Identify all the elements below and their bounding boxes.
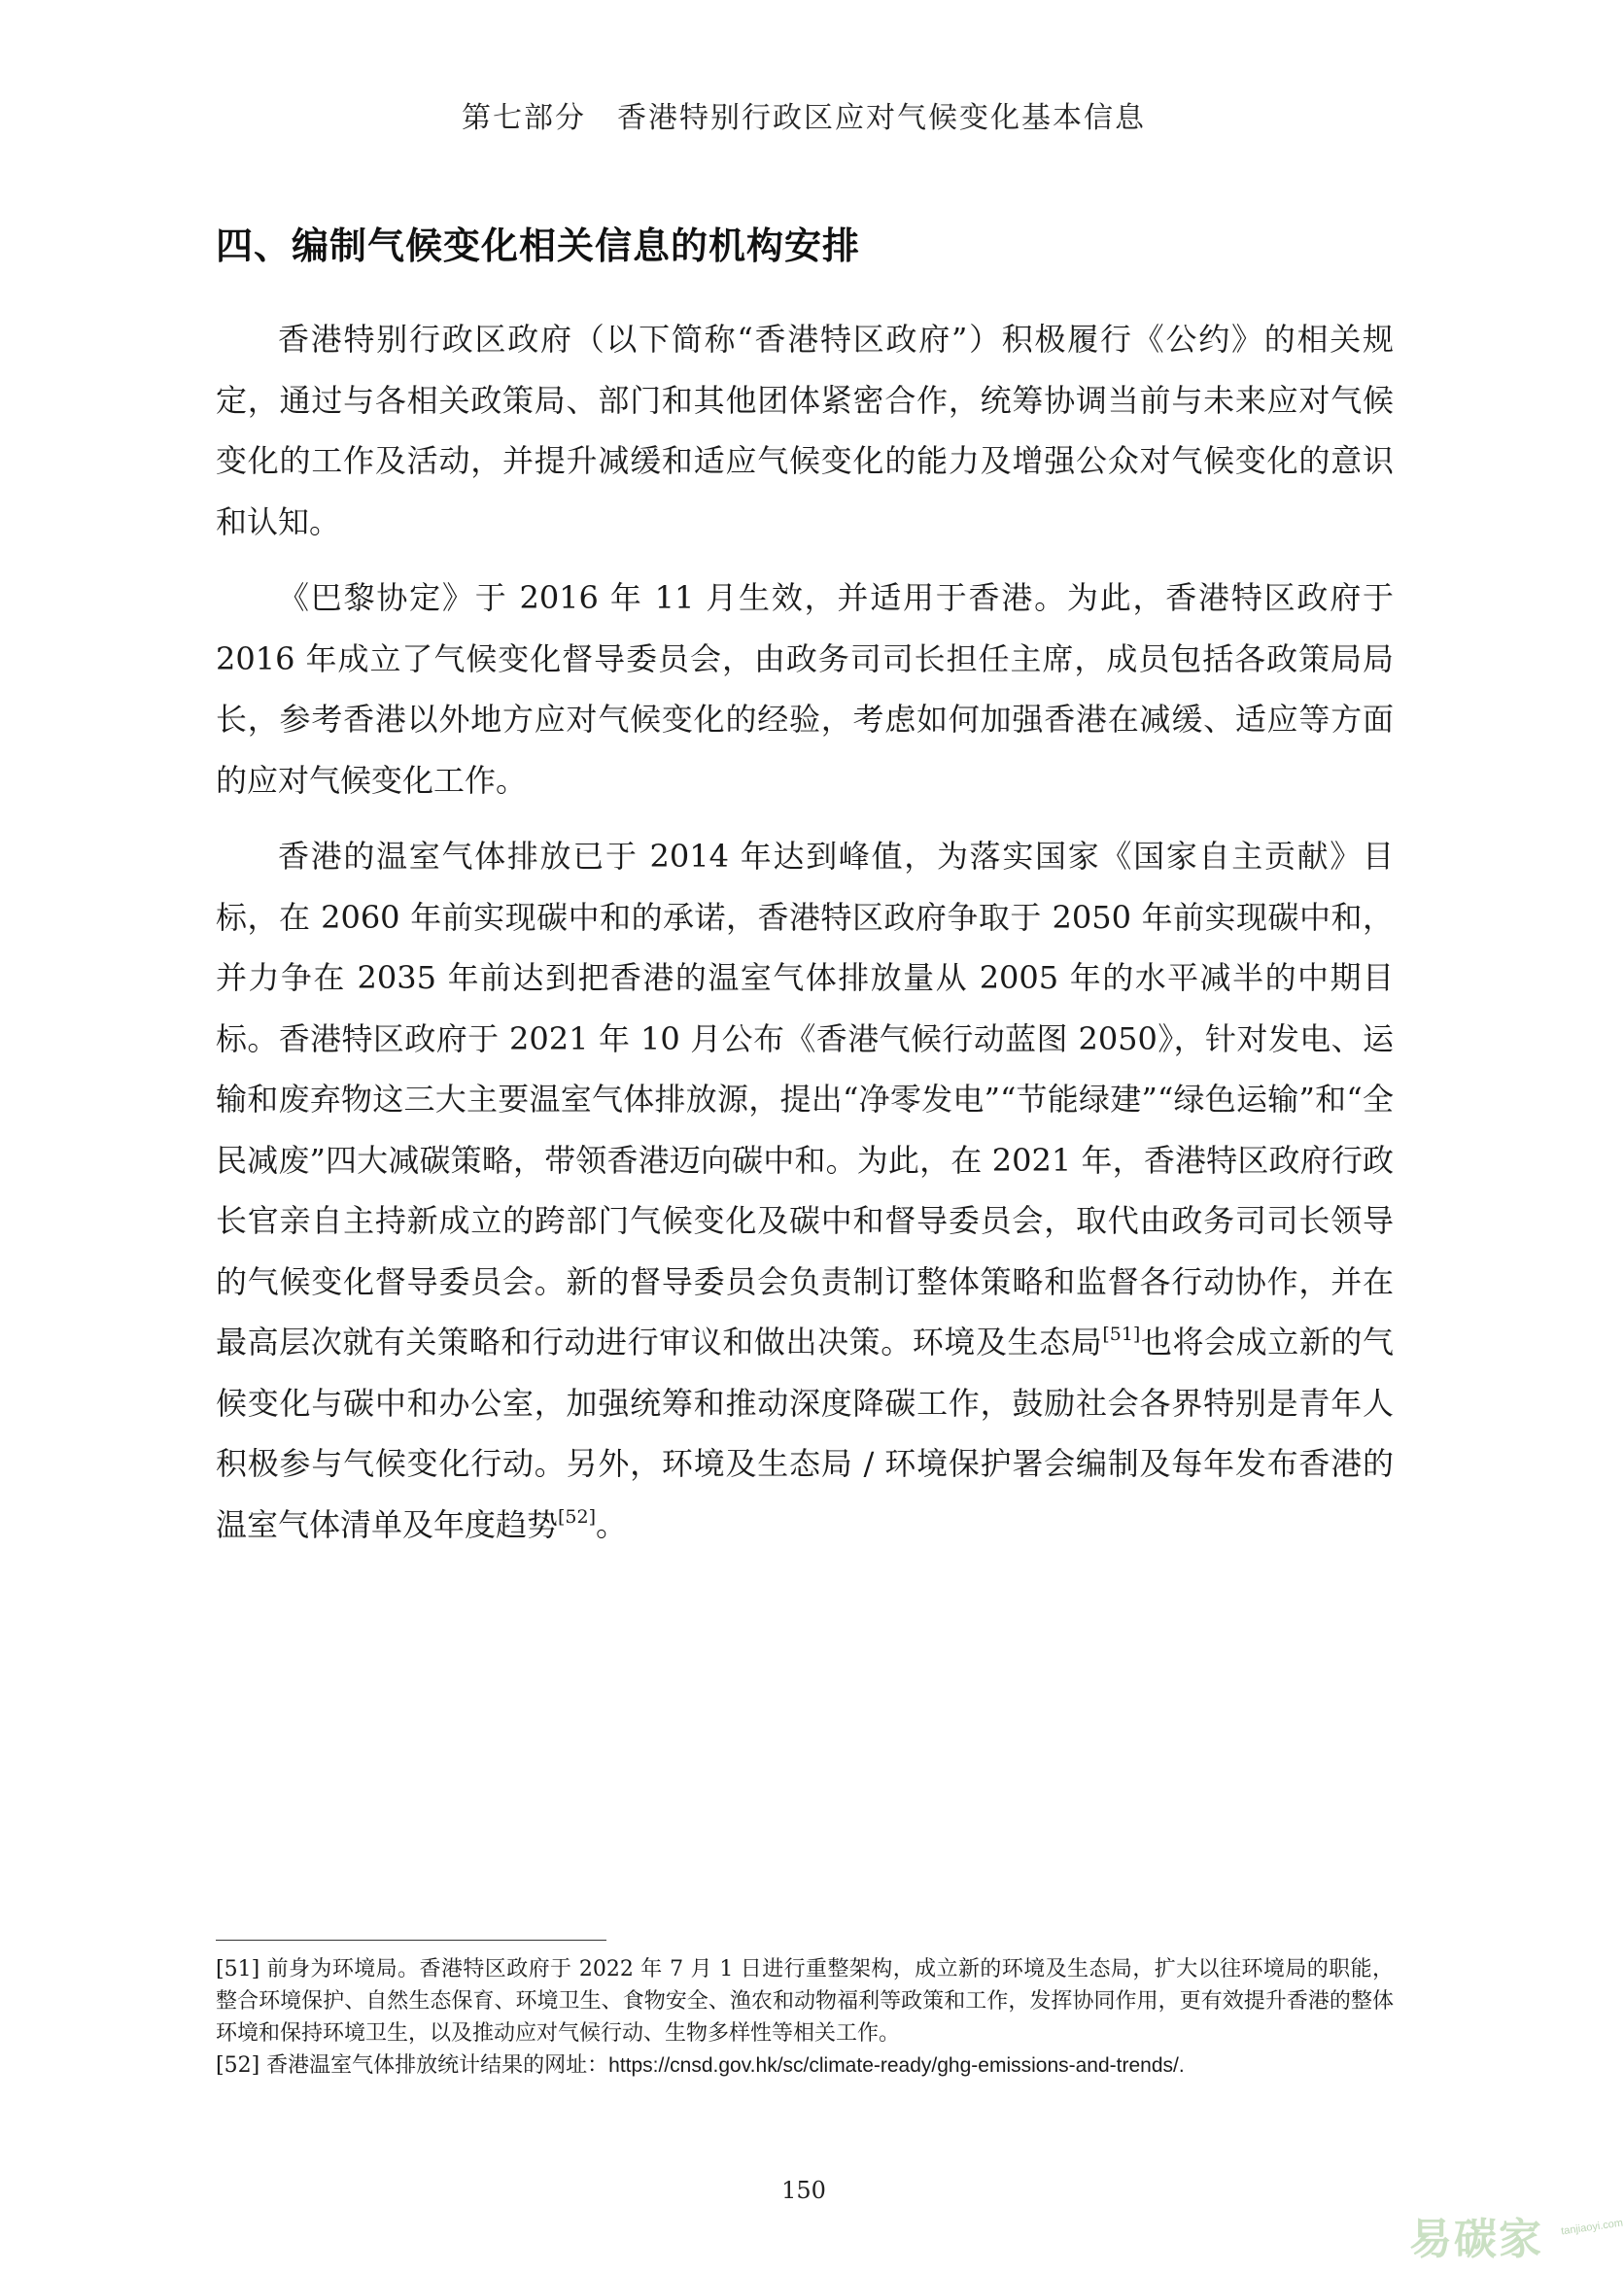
- paragraph-2: 《巴黎协定》于 2016 年 11 月生效，并适用于香港。为此，香港特区政府于 2016 年成立了气候变化督导委员会，由政务司司长担任主席，成员包括各政策局局长，参考香港以外地方应对气候变化的经验，考虑如何加强香港在减缓、适应等方面的应对气候变化工作。: [216, 579, 1394, 799]
- running-header: 第七部分 香港特别行政区应对气候变化基本信息: [462, 101, 1146, 135]
- footnote-51: [51] 前身为环境局。香港特区政府于 2022 年 7 月 1 日进行重整架构，成立新的环境及生态局，扩大以往环境局的职能，整合环境保护、自然生态保育、环境卫生、食物安全、渔农和动物福利等政策和工作，发挥协同作用，更有效提升香港的整体环境和保持环境卫生，以及推动应对气候行动、生物多样性等相关工作。: [216, 1957, 1394, 2046]
- page-number: 150: [781, 2177, 826, 2204]
- footnote-divider: [216, 1940, 606, 1941]
- footnotes: [216, 1953, 1394, 2082]
- paragraph-3-part-c: 。: [596, 1505, 628, 1543]
- section-title: 四、编制气候变化相关信息的机构安排: [216, 224, 861, 267]
- paragraph-3: [216, 826, 1394, 1555]
- footnote-52: [216, 2049, 1394, 2082]
- paragraph-3-part-b: 也将会成立新的气候变化与碳中和办公室，加强统筹和推动深度降碳工作，鼓励社会各界特别是青年人积极参与气候变化行动。另外，环境及生态局 / 环境保护署会编制及每年发布香港的温室气体清单及年度趋势: [216, 1324, 1394, 1543]
- paragraph-1: 香港特别行政区政府（以下简称“香港特区政府”）积极履行《公约》的相关规定，通过与各相关政策局、部门和其他团体紧密合作，统筹协调当前与未来应对气候变化的工作及活动，并提升减缓和适应气候变化的能力及增强公众对气候变化的意识和认知。: [216, 321, 1394, 540]
- watermark-logo: [1390, 2198, 1624, 2264]
- watermark-brand: 易碳家: [1409, 2215, 1543, 2264]
- footnote-ref-51[interactable]: [51]: [1102, 1324, 1141, 1345]
- footnote-52-text: [52] 香港温室气体排放统计结果的网址：: [216, 2053, 609, 2078]
- paragraph-3-part-a: 香港的温室气体排放已于 2014 年达到峰值，为落实国家《国家自主贡献》目标，在 2060 年前实现碳中和的承诺，香港特区政府争取于 2050 年前实现碳中和，并力争在 2035 年前达到把香港的温室气体排放量从 2005 年的水平减半的中期目标。香港特区政府于 2021 年 10 月公布《香港气候行动蓝图 2050》，针对发电、运输和废弃物这三大主要温室气体排放源，提出“净零发电”“节能绿建”“绿色运输”和“全民减废”四大减碳策略，带领香港迈向碳中和。为此，在 2021 年，香港特区政府行政长官亲自主持新成立的跨部门气候变化及碳中和督导委员会，取代由政务司司长领导的气候变化督导委员会。新的督导委员会负责制订整体策略和监督各行动协作，并在最高层次就有关策略和行动进行审议和做出决策。环境及生态局: [216, 838, 1394, 1360]
- footnote-ref-52[interactable]: [52]: [558, 1505, 597, 1528]
- body-text: [216, 309, 1394, 1570]
- footnote-52-url[interactable]: https://cnsd.gov.hk/sc/climate-ready/ghg-emissions-and-trends/.: [608, 2054, 1185, 2077]
- watermark-domain: tanjiaoyi.com: [1560, 2217, 1624, 2238]
